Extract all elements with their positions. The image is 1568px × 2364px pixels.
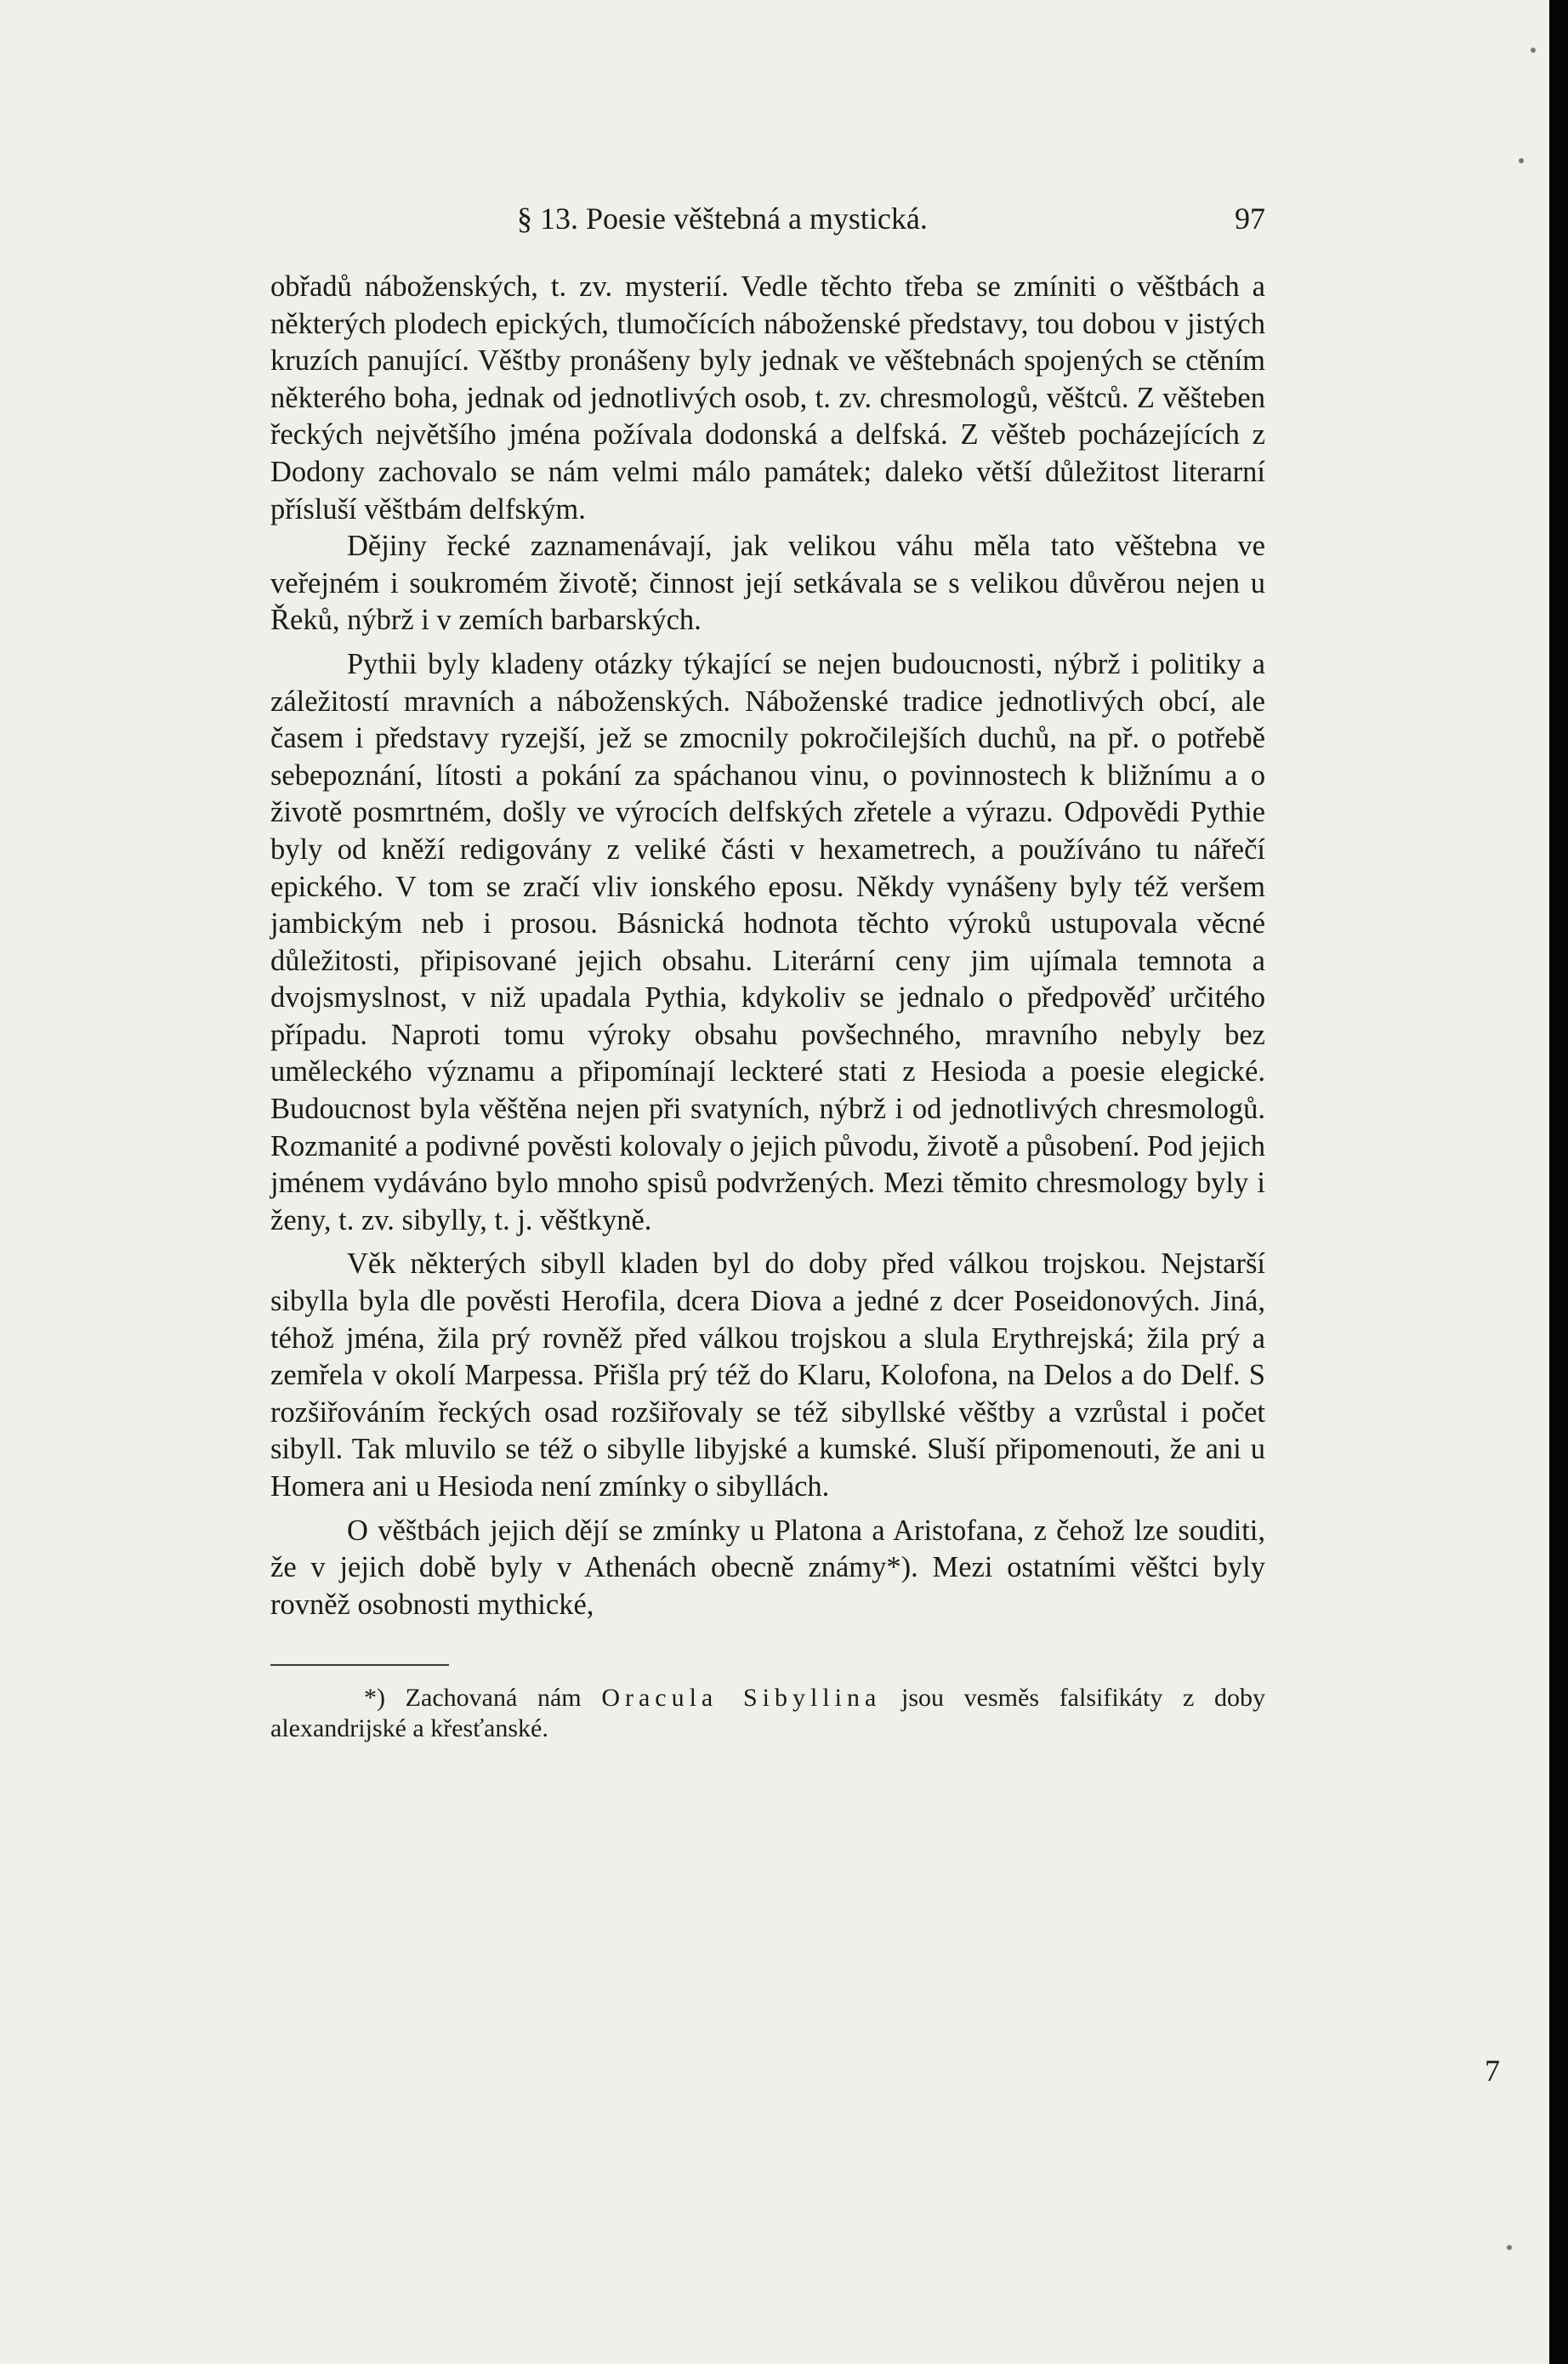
- signature-mark: 7: [1485, 2054, 1500, 2088]
- running-header: [270, 192, 1265, 243]
- footnote-text: jsou vesměs falsifikáty z doby alexandrijské a křesťanské.: [270, 1684, 1266, 1743]
- footnote: [270, 1683, 1265, 1744]
- paragraph: Pythii byly kladeny otázky týkající se nejen budoucnosti, nýbrž i politiky a záležitostí mravních a náboženských. Náboženské tradice jednotlivých obcí, ale časem i představy ryzejší, jež se zmocnily pokročilejších duchů, na př. o potřebě sebepoznání, lítosti a pokání za spáchanou vinu, o povinnostech k bližnímu a o životě posmrtném, došly ve výrocích delfských zřetele a výrazu. Odpovědi Pythie byly od kněží redigovány z veliké části v hexametrech, a používáno tu nářečí epického. V tom se zračí vliv ionského eposu. Někdy vynášeny byly též veršem jambickým neb i prosou. Básnická hodnota těchto výroků ustupovala věcné důležitosti, připisované jejich obsahu. Literární ceny jim ujímala temnota a dvojsmyslnost, v niž upadala Pythia, kdykoliv se jednalo o předpověď určitého případu. Naproti tomu výroky obsahu povšechného, mravního nebyly bez uměleckého významu a připomínají leckteré stati z Hesioda a poesie elegické. Budoucnost byla věštěna nejen při svatyních, nýbrž i od jednotlivých chresmologů. Rozmanité a podivné pověsti kolovaly o jejich původu, životě a působení. Pod jejich jménem vydáváno bylo mnoho spisů podvržených. Mezi těmito chresmology byly i ženy, t. zv. sibylly, t. j. věštkyně.: [270, 647, 1265, 1236]
- paragraph: O věštbách jejich dějí se zmínky u Platona a Aristofana, z čehož lze souditi, že v jejich době byly v Athenách obecně známy*). Mezi ostatními věštci byly rovněž osobnosti mythické,: [270, 1514, 1265, 1621]
- main-text: [270, 269, 1265, 1623]
- footnote-spaced-title: Oracula Sibyllina: [601, 1684, 882, 1713]
- page-number: 97: [1235, 202, 1265, 236]
- paragraph: obřadů náboženských, t. zv. mysterií. Vedle těchto třeba se zmíniti o věštbách a některých plodech epických, tlumočících náboženské představy, tou dobou v jistých kruzích panující. Věštby pronášeny byly jednak ve věštebnách spojených se ctěním některého boha, jednak od jednotlivých osob, t. zv. chresmologů, věštců. Z věšteben řeckých největšího jména požívala dodonská a delfská. Z věšteb pocházejících z Dodony zachovalo se nám velmi málo památek; daleko větší důležitost literarní přísluší věštbám delfským.: [270, 270, 1265, 526]
- scan-speck: [1519, 158, 1524, 163]
- scan-border: [1549, 0, 1568, 2364]
- scan-speck: [1507, 2245, 1512, 2250]
- scan-speck: [1531, 48, 1536, 53]
- footnote-separator: [270, 1664, 449, 1666]
- section-title: § 13. Poesie věštebná a mystická.: [517, 202, 928, 236]
- footnote-marker: *) Zachovaná nám: [364, 1684, 582, 1713]
- paragraph: Dějiny řecké zaznamenávají, jak velikou váhu měla tato věštebna ve veřejném i soukromém životě; činnost její setkávala se s velikou důvěrou nejen u Řeků, nýbrž i v zemích barbarských.: [270, 530, 1265, 637]
- paragraph: Věk některých sibyll kladen byl do doby před válkou trojskou. Nejstarší sibylla byla dle pověsti Herofila, dcera Diova a jedné z dcer Poseidonových. Jiná, téhož jména, žila prý rovněž před válkou trojskou a slula Erythrejská; žila prý a zemřela v okolí Marpessa. Přišla prý též do Klaru, Kolofona, na Delos a do Delf. S rozšiřováním řeckých osad rozšiřovaly se též sibyllské věštby a vzrůstal i počet sibyll. Tak mluvilo se též o sibylle libyjské a kumské. Sluší připomenouti, že ani u Homera ani u Hesioda není zmínky o sibyllách.: [270, 1247, 1265, 1503]
- book-page: [270, 192, 1265, 1744]
